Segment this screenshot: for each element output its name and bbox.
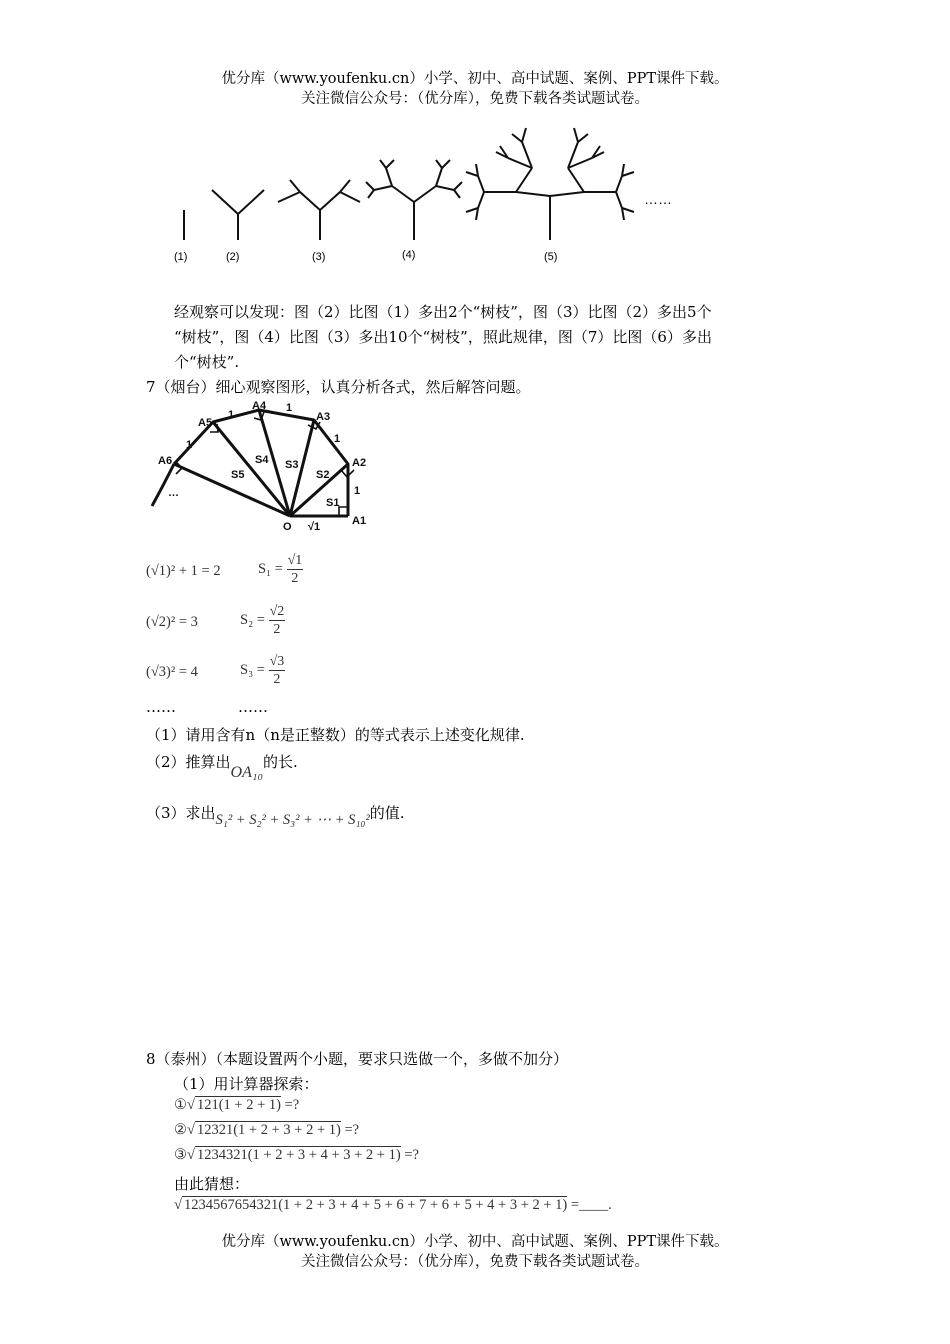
label-A5: A5 [198, 417, 213, 429]
formula-2-left: (√2)² = 3 [146, 614, 198, 630]
header-line-2: 关注微信公众号：（优分库），免费下载各类试题试卷。 [301, 91, 649, 107]
label-A1: A1 [352, 515, 367, 527]
tree-label-4: (4) [402, 249, 416, 261]
q6-line-3: 个“树枝”. [174, 353, 240, 371]
label-S4: S4 [255, 454, 269, 466]
tree-figure [160, 118, 720, 268]
q7-sub-2: （2）推算出OA₁₀的长. [146, 753, 298, 781]
tree-4 [366, 160, 462, 240]
label-side-2: 1 [334, 433, 341, 445]
label-O: O [283, 521, 292, 532]
formula-1-left: (√1)² + 1 = 2 [146, 563, 221, 579]
q7-sub-1: （1）请用含有n（n是正整数）的等式表示上述变化规律. [146, 726, 525, 744]
q7-title: 7（烟台）细心观察图形，认真分析各式，然后解答问题。 [146, 378, 531, 396]
q8-item-1: ①√ 121(1 + 2 + 1) =? [174, 1097, 300, 1113]
label-base: √1 [308, 521, 321, 532]
formula-2-right: S₂ = $\frac{√2}{2}$ [240, 604, 285, 637]
label-side-3: 1 [286, 402, 293, 414]
formula-3-right: S₃ = $\frac{√3}{2}$ [240, 654, 285, 687]
tree-label-5: (5) [544, 251, 558, 263]
tree-ellipsis: …… [644, 191, 672, 207]
label-S3: S3 [285, 459, 299, 471]
label-side-1: 1 [354, 485, 361, 497]
q6-line-1: 经观察可以发现：图（2）比图（1）多出2个“树枝”，图（3）比图（2）多出5个 [174, 303, 712, 321]
formula-ellipsis-right: …… [238, 698, 268, 716]
q8-item-2: ②√ 12321(1 + 2 + 3 + 2 + 1) =? [174, 1122, 360, 1138]
q8-item-3: ③√ 1234321(1 + 2 + 3 + 4 + 3 + 2 + 1) =? [174, 1147, 419, 1163]
footer-line-2: 关注微信公众号：（优分库），免费下载各类试题试卷。 [301, 1254, 649, 1270]
formula-3-left: (√3)² = 4 [146, 664, 198, 680]
q8-sub-1: （1）用计算器探索： [174, 1075, 319, 1093]
tree-label-3: (3) [312, 251, 326, 263]
label-A4: A4 [252, 400, 267, 412]
label-S2: S2 [316, 469, 330, 481]
header-line-1: 优分库（www.youfenku.cn）小学、初中、高中试题、案例、PPT课件下载。 [221, 71, 729, 87]
q6-line-2: “树枝”，图（4）比图（3）多出10个“树枝”，照此规律，图（7）比图（6）多出 [174, 328, 712, 346]
footer-line-1: 优分库（www.youfenku.cn）小学、初中、高中试题、案例、PPT课件下载。 [221, 1234, 729, 1250]
label-A2: A2 [352, 457, 367, 469]
label-S1: S1 [326, 497, 340, 509]
tree-label-1: (1) [174, 251, 188, 263]
tree-5 [466, 128, 634, 240]
q8-final: √ 1234567654321(1 + 2 + 3 + 4 + 5 + 6 + 7 + 6 + 5 + 4 + 3 + 2 + 1) =____. [174, 1197, 612, 1213]
q8-guess: 由此猜想： [174, 1175, 250, 1193]
q8-title: 8（泰州）（本题设置两个小题，要求只选做一个，多做不加分） [146, 1050, 569, 1068]
q7-sub-3: （3）求出S₁² + S₂² + S₃² + ⋯ + S₁₀²的值. [146, 804, 405, 828]
spiral-figure [140, 398, 380, 532]
label-A6: A6 [158, 455, 173, 467]
formula-ellipsis-left: …… [146, 698, 176, 716]
label-A3: A3 [316, 411, 331, 423]
formula-1-right: S₁ = $\frac{√1}{2}$ [258, 553, 303, 586]
tree-3 [278, 180, 360, 240]
label-dots: … [168, 487, 179, 499]
tree-label-2: (2) [226, 251, 240, 263]
tree-2 [212, 190, 264, 240]
label-side-4: 1 [228, 409, 235, 421]
label-side-5: 1 [186, 439, 193, 451]
label-S5: S5 [231, 469, 245, 481]
